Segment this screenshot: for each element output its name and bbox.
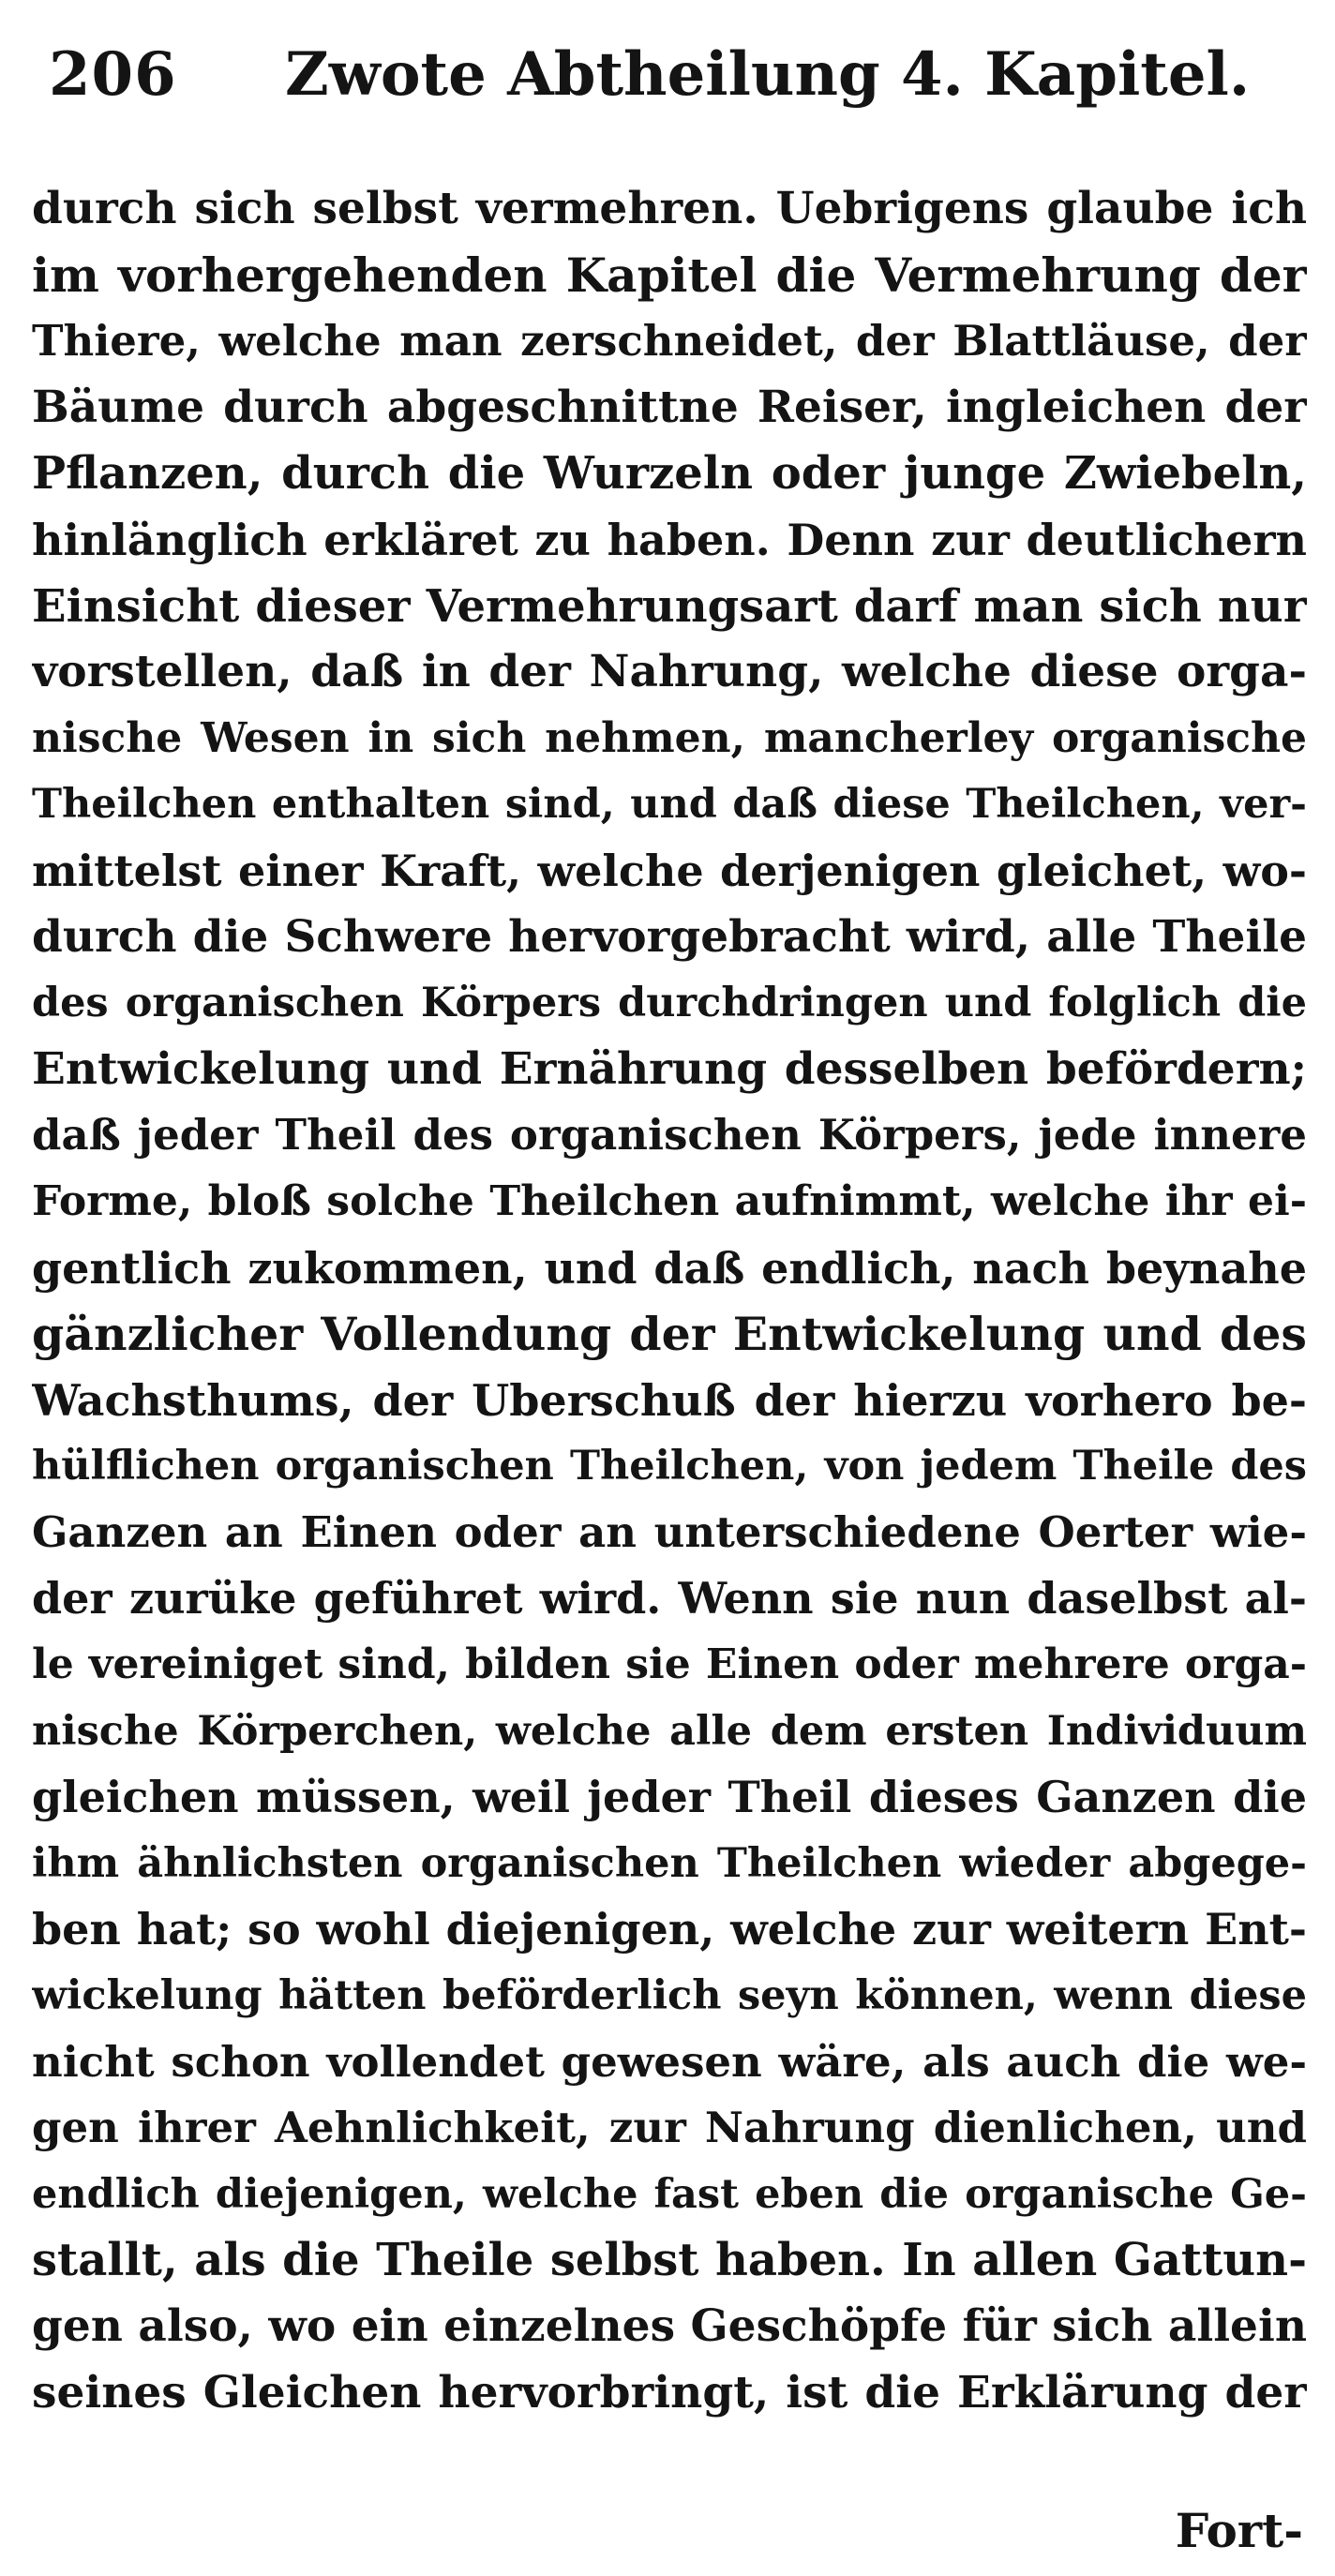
text-line: gentlich zukommen, und daß endlich, nach beynahe (32, 1242, 1307, 1294)
text-line: gen ihrer Aehnlichkeit, zur Nahrung dienlichen, und (32, 2103, 1307, 2153)
text-line: nische Körperchen, welche alle dem ersten Individuum (32, 1707, 1307, 1755)
text-line: endlich diejenigen, welche fast eben die organische Ge- (32, 2170, 1307, 2218)
catchword: Fort- (1175, 2503, 1303, 2558)
text-line: ben hat; so wohl diejenigen, welche zur weitern Ent- (32, 1904, 1307, 1955)
text-line: der zurüke geführet wird. Wenn sie nun daselbst al- (32, 1573, 1307, 1625)
text-line: stallt, als die Theile selbst haben. In allen Gattun- (32, 2234, 1307, 2287)
text-line: seines Gleichen hervorbringt, ist die Erklärung der (32, 2366, 1307, 2419)
text-line: durch die Schwere hervorgebracht wird, alle Theile (32, 910, 1307, 963)
text-line: Einsicht dieser Vermehrungsart darf man sich nur (32, 579, 1307, 633)
text-line: gleichen müssen, weil jeder Theil dieses Ganzen die (32, 1772, 1307, 1823)
text-line: gen also, wo ein einzelnes Geschöpfe für sich allein (32, 2300, 1307, 2352)
text-line: hinlänglich erkläret zu haben. Denn zur deutlichern (32, 514, 1307, 565)
text-line: nicht schon vollendet gewesen wäre, als auch die we- (32, 2036, 1307, 2087)
text-line: Wachsthums, der Uberschuß der hierzu vorhero be- (32, 1374, 1307, 1426)
running-head: Zwote Abtheilung 4. Kapitel. (285, 39, 1251, 110)
text-line: ihm ähnlichsten organischen Theilchen wieder abgege- (32, 1839, 1307, 1887)
text-line: vorstellen, daß in der Nahrung, welche diese orga- (32, 646, 1307, 698)
text-line: Ganzen an Einen oder an unterschiedene Oerter wie- (32, 1506, 1307, 1557)
text-line: Pflanzen, durch die Wurzeln oder junge Zwiebeln, (32, 447, 1307, 501)
text-line: Entwickelung und Ernährung desselben befördern; (32, 1042, 1307, 1095)
text-line: hülflichen organischen Theilchen, von jedem Theile des (32, 1443, 1307, 1490)
text-line: durch sich selbst vermehren. Uebrigens glaube ich (32, 183, 1307, 234)
page-number: 206 (49, 39, 177, 110)
text-line: im vorhergehenden Kapitel die Vermehrung der (32, 247, 1307, 303)
text-line: wickelung hätten beförderlich seyn können, wenn diese (32, 1972, 1307, 2020)
text-line: Theilchen enthalten sind, und daß diese Theilchen, ver- (32, 781, 1307, 829)
text-line: daß jeder Theil des organischen Körpers, jede innere (32, 1110, 1307, 1161)
text-line: Forme, bloß solche Theilchen aufnimmt, welche ihr ei- (32, 1176, 1307, 1225)
text-line: le vereiniget sind, bilden sie Einen oder mehrere orga- (32, 1640, 1307, 1689)
body-text (32, 176, 1307, 2492)
page-header (49, 34, 1286, 137)
text-line: des organischen Körpers durchdringen und folglich die (32, 980, 1307, 1027)
text-line: Thiere, welche man zerschneidet, der Blattläuse, der (32, 316, 1307, 367)
text-line: Bäume durch abgeschnittne Reiser, ingleichen der (32, 381, 1307, 433)
text-line: nische Wesen in sich nehmen, mancherley organische (32, 713, 1307, 762)
text-line: gänzlicher Vollendung der Entwickelung und des (32, 1307, 1307, 1362)
text-line: mittelst einer Kraft, welche derjenigen gleichet, wo- (32, 845, 1307, 896)
